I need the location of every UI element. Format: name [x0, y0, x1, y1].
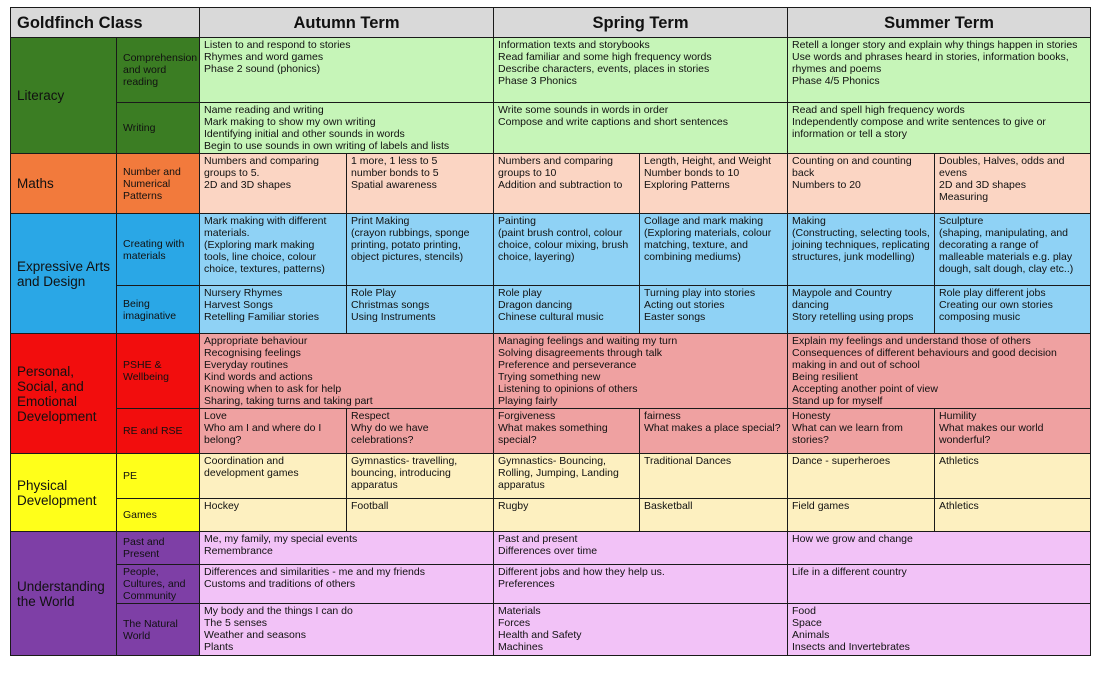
content-cell: Basketball [640, 499, 788, 532]
content-cell: Numbers and comparing groups to 10 Addition and subtraction to [494, 154, 640, 214]
class-title: Goldfinch Class [11, 8, 200, 38]
table-row [11, 454, 1091, 499]
content-cell: Retell a longer story and explain why things happen in stories Use words and phrases heard in stories, information books, rhymes and poems Phase 4/5 Phonics [788, 38, 1091, 103]
content-cell: Numbers and comparing groups to 5. 2D and 3D shapes [200, 154, 347, 214]
content-cell: Life in a different country [788, 565, 1091, 604]
content-cell: Respect Why do we have celebrations? [347, 409, 494, 454]
table-row [11, 499, 1091, 532]
content-cell: Turning play into stories Acting out stories Easter songs [640, 286, 788, 334]
area-label-personal-social-and-emotional-development: Personal, Social, and Emotional Development [11, 334, 117, 454]
content-cell: Role play different jobs Creating our own stories composing music [935, 286, 1091, 334]
table-row [11, 604, 1091, 656]
content-cell: Me, my family, my special events Remembrance [200, 532, 494, 565]
area-label-maths: Maths [11, 154, 117, 214]
content-cell: Information texts and storybooks Read familiar and some high frequency words Describe characters, events, places in stories Phase 3 Phonics [494, 38, 788, 103]
content-cell: Maypole and Country dancing Story retelling using props [788, 286, 935, 334]
subarea-label: Comprehension and word reading [117, 38, 200, 103]
content-cell: Traditional Dances [640, 454, 788, 499]
content-cell: 1 more, 1 less to 5 number bonds to 5 Spatial awareness [347, 154, 494, 214]
content-cell: Role play Dragon dancing Chinese cultural music [494, 286, 640, 334]
term-header-spring: Spring Term [494, 8, 788, 38]
content-cell: Making (Constructing, selecting tools, joining techniques, replicating structures, junk modelling) [788, 214, 935, 286]
content-cell: Write some sounds in words in order Compose and write captions and short sentences [494, 103, 788, 154]
content-cell: Gymnastics- Bouncing, Rolling, Jumping, Landing apparatus [494, 454, 640, 499]
content-cell: Past and present Differences over time [494, 532, 788, 565]
table-row [11, 334, 1091, 409]
content-cell: Differences and similarities - me and my friends Customs and traditions of others [200, 565, 494, 604]
content-cell: Sculpture (shaping, manipulating, and decorating a range of malleable materials e.g. play dough, salt dough, clay etc..) [935, 214, 1091, 286]
subarea-label: Games [117, 499, 200, 532]
subarea-label: Being imaginative [117, 286, 200, 334]
subarea-label: Writing [117, 103, 200, 154]
content-cell: Mark making with different materials. (Exploring mark making tools, line choice, colour choice, textures, patterns) [200, 214, 347, 286]
table-row [11, 409, 1091, 454]
content-cell: Managing feelings and waiting my turn Solving disagreements through talk Preference and perseverance Trying something new Listening to opinions of others Playing fairly [494, 334, 788, 409]
subarea-label: PE [117, 454, 200, 499]
content-cell: Nursery Rhymes Harvest Songs Retelling Familiar stories [200, 286, 347, 334]
subarea-label: RE and RSE [117, 409, 200, 454]
subarea-label: Number and Numerical Patterns [117, 154, 200, 214]
subarea-label: People, Cultures, and Community [117, 565, 200, 604]
content-cell: Listen to and respond to stories Rhymes and word games Phase 2 sound (phonics) [200, 38, 494, 103]
table-row [11, 565, 1091, 604]
table-row [11, 286, 1091, 334]
content-cell: Appropriate behaviour Recognising feelings Everyday routines Kind words and actions Knowing when to ask for help Sharing, taking turns and taking part [200, 334, 494, 409]
subarea-label: Past and Present [117, 532, 200, 565]
term-header-summer: Summer Term [788, 8, 1091, 38]
subarea-label: Creating with materials [117, 214, 200, 286]
content-cell: Coordination and development games [200, 454, 347, 499]
header-row [11, 8, 1091, 38]
content-cell: Dance - superheroes [788, 454, 935, 499]
area-label-literacy: Literacy [11, 38, 117, 154]
content-cell: Length, Height, and Weight Number bonds to 10 Exploring Patterns [640, 154, 788, 214]
table-row [11, 154, 1091, 214]
area-label-understanding-the-world: Understanding the World [11, 532, 117, 656]
content-cell: Read and spell high frequency words Independently compose and write sentences to give or information or tell a story [788, 103, 1091, 154]
content-cell: Role Play Christmas songs Using Instruments [347, 286, 494, 334]
content-cell: Humility What makes our world wonderful? [935, 409, 1091, 454]
content-cell: Collage and mark making (Exploring materials, colour matching, texture, and combining mediums) [640, 214, 788, 286]
content-cell: Painting (paint brush control, colour choice, colour mixing, brush choice, layering) [494, 214, 640, 286]
content-cell: Doubles, Halves, odds and evens 2D and 3D shapes Measuring [935, 154, 1091, 214]
curriculum-table [10, 7, 1091, 656]
content-cell: Hockey [200, 499, 347, 532]
content-cell: Print Making (crayon rubbings, sponge printing, potato printing, object pictures, stencils) [347, 214, 494, 286]
table-body [11, 38, 1091, 656]
table-row [11, 103, 1091, 154]
table-row [11, 532, 1091, 565]
content-cell: Athletics [935, 454, 1091, 499]
content-cell: Athletics [935, 499, 1091, 532]
subarea-label: The Natural World [117, 604, 200, 656]
content-cell: Gymnastics- travelling, bouncing, introducing apparatus [347, 454, 494, 499]
content-cell: How we grow and change [788, 532, 1091, 565]
content-cell: Honesty What can we learn from stories? [788, 409, 935, 454]
content-cell: Football [347, 499, 494, 532]
content-cell: fairness What makes a place special? [640, 409, 788, 454]
table-row [11, 38, 1091, 103]
content-cell: Explain my feelings and understand those of others Consequences of different behaviours and good decision making in and out of school Being resilient Accepting another point of view Stand up for myself [788, 334, 1091, 409]
subarea-label: PSHE & Wellbeing [117, 334, 200, 409]
content-cell: Materials Forces Health and Safety Machines [494, 604, 788, 656]
content-cell: Different jobs and how they help us. Preferences [494, 565, 788, 604]
content-cell: Counting on and counting back Numbers to 20 [788, 154, 935, 214]
content-cell: Name reading and writing Mark making to show my own writing Identifying initial and other sounds in words Begin to use sounds in own writing of labels and lists [200, 103, 494, 154]
content-cell: Field games [788, 499, 935, 532]
content-cell: Love Who am I and where do I belong? [200, 409, 347, 454]
content-cell: Food Space Animals Insects and Invertebrates [788, 604, 1091, 656]
content-cell: Rugby [494, 499, 640, 532]
term-header-autumn: Autumn Term [200, 8, 494, 38]
content-cell: Forgiveness What makes something special? [494, 409, 640, 454]
content-cell: My body and the things I can do The 5 senses Weather and seasons Plants [200, 604, 494, 656]
area-label-physical-development: Physical Development [11, 454, 117, 532]
table-row [11, 214, 1091, 286]
area-label-expressive-arts-and-design: Expressive Arts and Design [11, 214, 117, 334]
